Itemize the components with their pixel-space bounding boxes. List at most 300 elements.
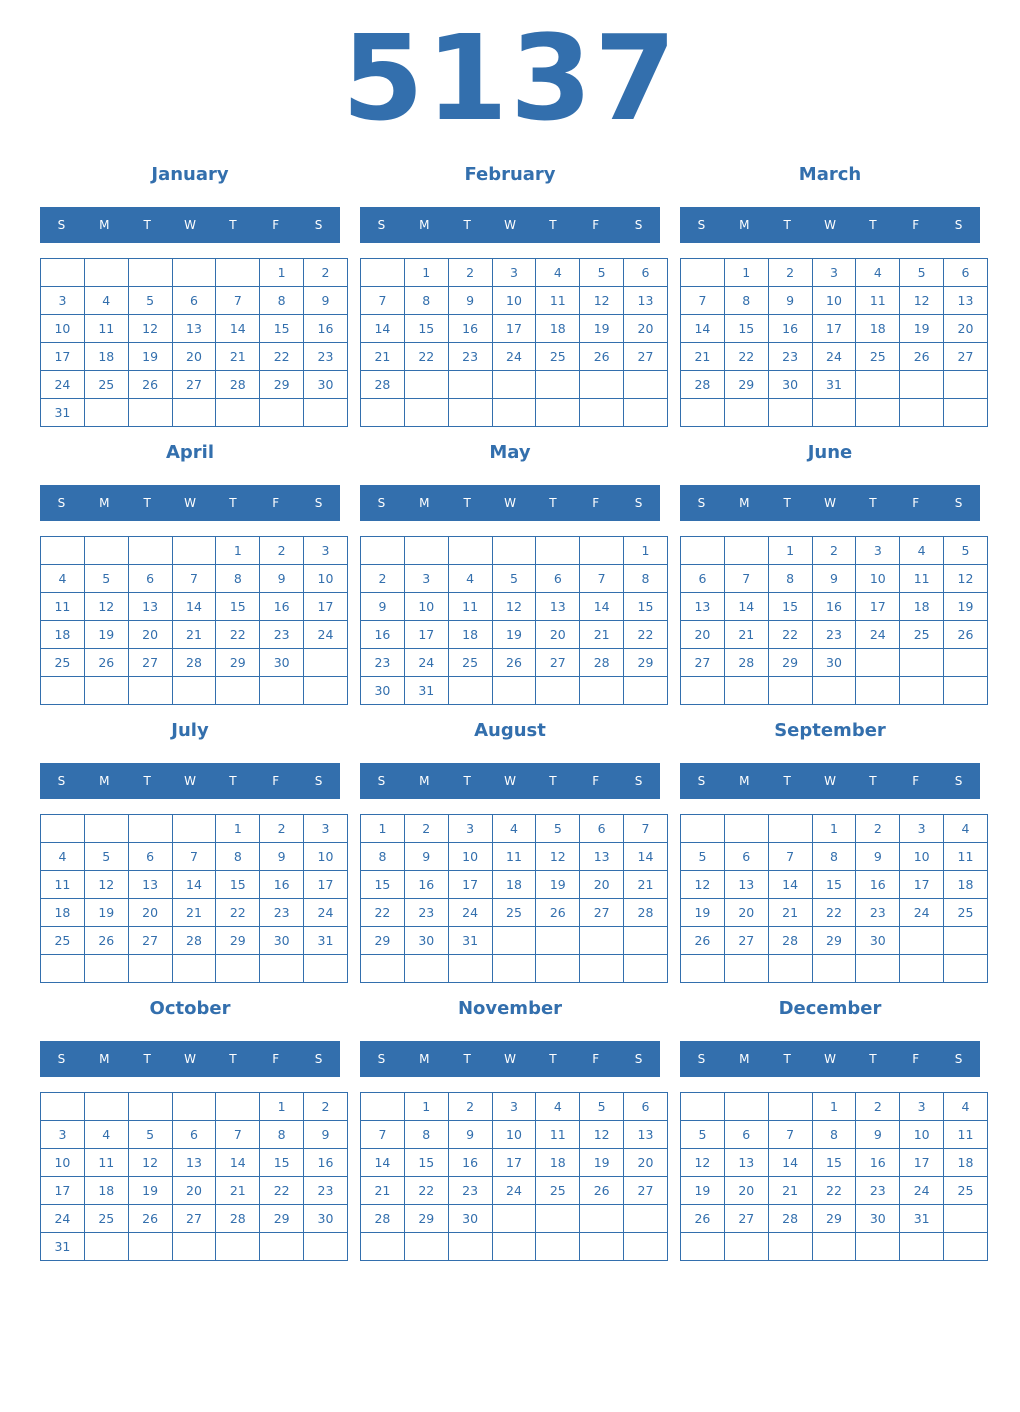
day-cell[interactable]: 7 bbox=[216, 287, 260, 315]
day-cell[interactable]: 26 bbox=[681, 927, 725, 955]
day-cell[interactable]: 7 bbox=[361, 287, 405, 315]
day-cell[interactable]: 23 bbox=[448, 1177, 492, 1205]
day-cell[interactable]: 31 bbox=[41, 1233, 85, 1261]
day-cell[interactable]: 13 bbox=[624, 287, 668, 315]
day-cell[interactable]: 27 bbox=[128, 649, 172, 677]
day-cell[interactable]: 24 bbox=[304, 621, 348, 649]
day-cell[interactable]: 11 bbox=[492, 843, 536, 871]
day-cell[interactable]: 7 bbox=[768, 843, 812, 871]
day-cell[interactable]: 6 bbox=[128, 565, 172, 593]
day-cell[interactable]: 25 bbox=[900, 621, 944, 649]
day-cell[interactable]: 7 bbox=[724, 565, 768, 593]
day-cell[interactable]: 19 bbox=[580, 315, 624, 343]
day-cell[interactable]: 20 bbox=[624, 315, 668, 343]
day-cell[interactable]: 16 bbox=[304, 315, 348, 343]
day-cell[interactable]: 1 bbox=[768, 537, 812, 565]
day-cell[interactable]: 21 bbox=[768, 899, 812, 927]
day-cell[interactable]: 31 bbox=[404, 677, 448, 705]
day-cell[interactable]: 29 bbox=[724, 371, 768, 399]
day-cell[interactable]: 18 bbox=[900, 593, 944, 621]
day-cell[interactable]: 6 bbox=[172, 287, 216, 315]
day-cell[interactable]: 5 bbox=[84, 843, 128, 871]
day-cell[interactable]: 16 bbox=[856, 871, 900, 899]
day-cell[interactable]: 24 bbox=[900, 899, 944, 927]
day-cell[interactable]: 11 bbox=[84, 1149, 128, 1177]
day-cell[interactable]: 2 bbox=[856, 1093, 900, 1121]
day-cell[interactable]: 18 bbox=[944, 1149, 988, 1177]
day-cell[interactable]: 8 bbox=[812, 843, 856, 871]
day-cell[interactable]: 24 bbox=[448, 899, 492, 927]
day-cell[interactable]: 9 bbox=[448, 1121, 492, 1149]
day-cell[interactable]: 4 bbox=[41, 565, 85, 593]
day-cell[interactable]: 16 bbox=[768, 315, 812, 343]
day-cell[interactable]: 23 bbox=[856, 1177, 900, 1205]
day-cell[interactable]: 25 bbox=[536, 343, 580, 371]
day-cell[interactable]: 19 bbox=[84, 621, 128, 649]
day-cell[interactable]: 7 bbox=[172, 565, 216, 593]
day-cell[interactable]: 25 bbox=[84, 371, 128, 399]
day-cell[interactable]: 10 bbox=[900, 1121, 944, 1149]
day-cell[interactable]: 21 bbox=[724, 621, 768, 649]
day-cell[interactable]: 23 bbox=[812, 621, 856, 649]
day-cell[interactable]: 21 bbox=[361, 343, 405, 371]
day-cell[interactable]: 1 bbox=[216, 537, 260, 565]
day-cell[interactable]: 11 bbox=[536, 287, 580, 315]
day-cell[interactable]: 1 bbox=[260, 1093, 304, 1121]
day-cell[interactable]: 30 bbox=[856, 1205, 900, 1233]
day-cell[interactable]: 22 bbox=[361, 899, 405, 927]
day-cell[interactable]: 26 bbox=[944, 621, 988, 649]
day-cell[interactable]: 9 bbox=[856, 1121, 900, 1149]
day-cell[interactable]: 19 bbox=[536, 871, 580, 899]
day-cell[interactable]: 15 bbox=[624, 593, 668, 621]
day-cell[interactable]: 10 bbox=[900, 843, 944, 871]
day-cell[interactable]: 14 bbox=[172, 593, 216, 621]
day-cell[interactable]: 13 bbox=[724, 871, 768, 899]
day-cell[interactable]: 2 bbox=[304, 1093, 348, 1121]
day-cell[interactable]: 15 bbox=[361, 871, 405, 899]
day-cell[interactable]: 27 bbox=[624, 1177, 668, 1205]
day-cell[interactable]: 11 bbox=[448, 593, 492, 621]
day-cell[interactable]: 10 bbox=[856, 565, 900, 593]
day-cell[interactable]: 14 bbox=[724, 593, 768, 621]
day-cell[interactable]: 26 bbox=[681, 1205, 725, 1233]
day-cell[interactable]: 22 bbox=[624, 621, 668, 649]
day-cell[interactable]: 4 bbox=[856, 259, 900, 287]
day-cell[interactable]: 26 bbox=[536, 899, 580, 927]
day-cell[interactable]: 25 bbox=[536, 1177, 580, 1205]
day-cell[interactable]: 10 bbox=[492, 287, 536, 315]
day-cell[interactable]: 8 bbox=[216, 565, 260, 593]
day-cell[interactable]: 29 bbox=[812, 927, 856, 955]
day-cell[interactable]: 23 bbox=[304, 1177, 348, 1205]
day-cell[interactable]: 14 bbox=[216, 1149, 260, 1177]
day-cell[interactable]: 6 bbox=[172, 1121, 216, 1149]
day-cell[interactable]: 20 bbox=[724, 1177, 768, 1205]
day-cell[interactable]: 7 bbox=[172, 843, 216, 871]
day-cell[interactable]: 27 bbox=[172, 1205, 216, 1233]
day-cell[interactable]: 12 bbox=[128, 315, 172, 343]
day-cell[interactable]: 22 bbox=[812, 899, 856, 927]
day-cell[interactable]: 3 bbox=[900, 1093, 944, 1121]
day-cell[interactable]: 26 bbox=[580, 1177, 624, 1205]
day-cell[interactable]: 26 bbox=[900, 343, 944, 371]
day-cell[interactable]: 30 bbox=[361, 677, 405, 705]
day-cell[interactable]: 25 bbox=[84, 1205, 128, 1233]
day-cell[interactable]: 18 bbox=[41, 621, 85, 649]
day-cell[interactable]: 25 bbox=[944, 899, 988, 927]
day-cell[interactable]: 15 bbox=[404, 1149, 448, 1177]
day-cell[interactable]: 24 bbox=[404, 649, 448, 677]
day-cell[interactable]: 17 bbox=[41, 343, 85, 371]
day-cell[interactable]: 30 bbox=[812, 649, 856, 677]
day-cell[interactable]: 31 bbox=[900, 1205, 944, 1233]
day-cell[interactable]: 9 bbox=[448, 287, 492, 315]
day-cell[interactable]: 8 bbox=[260, 287, 304, 315]
day-cell[interactable]: 27 bbox=[128, 927, 172, 955]
day-cell[interactable]: 10 bbox=[41, 1149, 85, 1177]
day-cell[interactable]: 23 bbox=[260, 621, 304, 649]
day-cell[interactable]: 9 bbox=[260, 565, 304, 593]
day-cell[interactable]: 14 bbox=[580, 593, 624, 621]
day-cell[interactable]: 24 bbox=[812, 343, 856, 371]
day-cell[interactable]: 16 bbox=[856, 1149, 900, 1177]
day-cell[interactable]: 25 bbox=[41, 649, 85, 677]
day-cell[interactable]: 5 bbox=[128, 287, 172, 315]
day-cell[interactable]: 18 bbox=[84, 343, 128, 371]
day-cell[interactable]: 16 bbox=[361, 621, 405, 649]
day-cell[interactable]: 15 bbox=[404, 315, 448, 343]
day-cell[interactable]: 25 bbox=[856, 343, 900, 371]
day-cell[interactable]: 27 bbox=[724, 927, 768, 955]
day-cell[interactable]: 28 bbox=[361, 1205, 405, 1233]
day-cell[interactable]: 28 bbox=[724, 649, 768, 677]
day-cell[interactable]: 22 bbox=[768, 621, 812, 649]
day-cell[interactable]: 7 bbox=[624, 815, 668, 843]
day-cell[interactable]: 17 bbox=[448, 871, 492, 899]
day-cell[interactable]: 8 bbox=[404, 287, 448, 315]
day-cell[interactable]: 7 bbox=[216, 1121, 260, 1149]
day-cell[interactable]: 29 bbox=[768, 649, 812, 677]
day-cell[interactable]: 23 bbox=[448, 343, 492, 371]
day-cell[interactable]: 13 bbox=[128, 871, 172, 899]
day-cell[interactable]: 6 bbox=[128, 843, 172, 871]
day-cell[interactable]: 11 bbox=[944, 1121, 988, 1149]
day-cell[interactable]: 20 bbox=[128, 621, 172, 649]
day-cell[interactable]: 23 bbox=[260, 899, 304, 927]
day-cell[interactable]: 13 bbox=[681, 593, 725, 621]
day-cell[interactable]: 3 bbox=[304, 537, 348, 565]
day-cell[interactable]: 14 bbox=[361, 1149, 405, 1177]
day-cell[interactable]: 17 bbox=[812, 315, 856, 343]
day-cell[interactable]: 29 bbox=[260, 371, 304, 399]
day-cell[interactable]: 18 bbox=[84, 1177, 128, 1205]
day-cell[interactable]: 22 bbox=[260, 1177, 304, 1205]
day-cell[interactable]: 31 bbox=[448, 927, 492, 955]
day-cell[interactable]: 4 bbox=[492, 815, 536, 843]
day-cell[interactable]: 3 bbox=[492, 1093, 536, 1121]
day-cell[interactable]: 2 bbox=[304, 259, 348, 287]
day-cell[interactable]: 20 bbox=[724, 899, 768, 927]
day-cell[interactable]: 1 bbox=[812, 815, 856, 843]
day-cell[interactable]: 10 bbox=[304, 565, 348, 593]
day-cell[interactable]: 18 bbox=[492, 871, 536, 899]
day-cell[interactable]: 28 bbox=[624, 899, 668, 927]
day-cell[interactable]: 28 bbox=[216, 371, 260, 399]
day-cell[interactable]: 21 bbox=[580, 621, 624, 649]
day-cell[interactable]: 13 bbox=[724, 1149, 768, 1177]
day-cell[interactable]: 18 bbox=[448, 621, 492, 649]
day-cell[interactable]: 18 bbox=[856, 315, 900, 343]
day-cell[interactable]: 1 bbox=[404, 259, 448, 287]
day-cell[interactable]: 5 bbox=[944, 537, 988, 565]
day-cell[interactable]: 22 bbox=[216, 899, 260, 927]
day-cell[interactable]: 30 bbox=[448, 1205, 492, 1233]
day-cell[interactable]: 10 bbox=[304, 843, 348, 871]
day-cell[interactable]: 4 bbox=[944, 1093, 988, 1121]
day-cell[interactable]: 8 bbox=[812, 1121, 856, 1149]
day-cell[interactable]: 14 bbox=[216, 315, 260, 343]
day-cell[interactable]: 22 bbox=[724, 343, 768, 371]
day-cell[interactable]: 13 bbox=[172, 315, 216, 343]
day-cell[interactable]: 26 bbox=[492, 649, 536, 677]
day-cell[interactable]: 7 bbox=[681, 287, 725, 315]
day-cell[interactable]: 12 bbox=[536, 843, 580, 871]
day-cell[interactable]: 21 bbox=[361, 1177, 405, 1205]
day-cell[interactable]: 18 bbox=[536, 1149, 580, 1177]
day-cell[interactable]: 11 bbox=[900, 565, 944, 593]
day-cell[interactable]: 7 bbox=[768, 1121, 812, 1149]
day-cell[interactable]: 11 bbox=[536, 1121, 580, 1149]
day-cell[interactable]: 12 bbox=[681, 871, 725, 899]
day-cell[interactable]: 22 bbox=[260, 343, 304, 371]
day-cell[interactable]: 2 bbox=[448, 1093, 492, 1121]
day-cell[interactable]: 10 bbox=[812, 287, 856, 315]
day-cell[interactable]: 31 bbox=[812, 371, 856, 399]
day-cell[interactable]: 19 bbox=[492, 621, 536, 649]
day-cell[interactable]: 21 bbox=[768, 1177, 812, 1205]
day-cell[interactable]: 27 bbox=[580, 899, 624, 927]
day-cell[interactable]: 20 bbox=[944, 315, 988, 343]
day-cell[interactable]: 16 bbox=[812, 593, 856, 621]
day-cell[interactable]: 27 bbox=[681, 649, 725, 677]
day-cell[interactable]: 4 bbox=[84, 1121, 128, 1149]
day-cell[interactable]: 30 bbox=[304, 371, 348, 399]
day-cell[interactable]: 2 bbox=[448, 259, 492, 287]
day-cell[interactable]: 9 bbox=[768, 287, 812, 315]
day-cell[interactable]: 23 bbox=[404, 899, 448, 927]
day-cell[interactable]: 28 bbox=[172, 649, 216, 677]
day-cell[interactable]: 1 bbox=[216, 815, 260, 843]
day-cell[interactable]: 23 bbox=[361, 649, 405, 677]
day-cell[interactable]: 21 bbox=[216, 1177, 260, 1205]
day-cell[interactable]: 19 bbox=[944, 593, 988, 621]
day-cell[interactable]: 6 bbox=[536, 565, 580, 593]
day-cell[interactable]: 5 bbox=[681, 843, 725, 871]
day-cell[interactable]: 28 bbox=[172, 927, 216, 955]
day-cell[interactable]: 1 bbox=[361, 815, 405, 843]
day-cell[interactable]: 8 bbox=[724, 287, 768, 315]
day-cell[interactable]: 18 bbox=[536, 315, 580, 343]
day-cell[interactable]: 10 bbox=[448, 843, 492, 871]
day-cell[interactable]: 15 bbox=[812, 871, 856, 899]
day-cell[interactable]: 9 bbox=[304, 1121, 348, 1149]
day-cell[interactable]: 17 bbox=[404, 621, 448, 649]
day-cell[interactable]: 22 bbox=[404, 1177, 448, 1205]
day-cell[interactable]: 5 bbox=[580, 1093, 624, 1121]
day-cell[interactable]: 20 bbox=[128, 899, 172, 927]
day-cell[interactable]: 15 bbox=[216, 871, 260, 899]
day-cell[interactable]: 5 bbox=[492, 565, 536, 593]
day-cell[interactable]: 8 bbox=[260, 1121, 304, 1149]
day-cell[interactable]: 31 bbox=[304, 927, 348, 955]
day-cell[interactable]: 29 bbox=[624, 649, 668, 677]
day-cell[interactable]: 19 bbox=[681, 899, 725, 927]
day-cell[interactable]: 8 bbox=[768, 565, 812, 593]
day-cell[interactable]: 19 bbox=[84, 899, 128, 927]
day-cell[interactable]: 29 bbox=[361, 927, 405, 955]
day-cell[interactable]: 12 bbox=[580, 1121, 624, 1149]
day-cell[interactable]: 19 bbox=[580, 1149, 624, 1177]
day-cell[interactable]: 6 bbox=[724, 1121, 768, 1149]
day-cell[interactable]: 16 bbox=[448, 315, 492, 343]
day-cell[interactable]: 30 bbox=[260, 649, 304, 677]
day-cell[interactable]: 5 bbox=[536, 815, 580, 843]
day-cell[interactable]: 28 bbox=[361, 371, 405, 399]
day-cell[interactable]: 12 bbox=[681, 1149, 725, 1177]
day-cell[interactable]: 27 bbox=[724, 1205, 768, 1233]
day-cell[interactable]: 15 bbox=[260, 315, 304, 343]
day-cell[interactable]: 24 bbox=[492, 343, 536, 371]
day-cell[interactable]: 27 bbox=[172, 371, 216, 399]
day-cell[interactable]: 3 bbox=[41, 1121, 85, 1149]
day-cell[interactable]: 12 bbox=[944, 565, 988, 593]
day-cell[interactable]: 4 bbox=[41, 843, 85, 871]
day-cell[interactable]: 3 bbox=[404, 565, 448, 593]
day-cell[interactable]: 15 bbox=[216, 593, 260, 621]
day-cell[interactable]: 17 bbox=[900, 871, 944, 899]
day-cell[interactable]: 6 bbox=[624, 1093, 668, 1121]
day-cell[interactable]: 3 bbox=[812, 259, 856, 287]
day-cell[interactable]: 30 bbox=[260, 927, 304, 955]
day-cell[interactable]: 16 bbox=[404, 871, 448, 899]
day-cell[interactable]: 6 bbox=[681, 565, 725, 593]
day-cell[interactable]: 14 bbox=[172, 871, 216, 899]
day-cell[interactable]: 5 bbox=[580, 259, 624, 287]
day-cell[interactable]: 29 bbox=[260, 1205, 304, 1233]
day-cell[interactable]: 11 bbox=[41, 871, 85, 899]
day-cell[interactable]: 14 bbox=[768, 871, 812, 899]
day-cell[interactable]: 13 bbox=[536, 593, 580, 621]
day-cell[interactable]: 1 bbox=[812, 1093, 856, 1121]
day-cell[interactable]: 23 bbox=[768, 343, 812, 371]
day-cell[interactable]: 5 bbox=[681, 1121, 725, 1149]
day-cell[interactable]: 27 bbox=[536, 649, 580, 677]
day-cell[interactable]: 12 bbox=[580, 287, 624, 315]
day-cell[interactable]: 27 bbox=[624, 343, 668, 371]
day-cell[interactable]: 29 bbox=[404, 1205, 448, 1233]
day-cell[interactable]: 12 bbox=[900, 287, 944, 315]
day-cell[interactable]: 17 bbox=[304, 871, 348, 899]
day-cell[interactable]: 2 bbox=[404, 815, 448, 843]
day-cell[interactable]: 20 bbox=[172, 1177, 216, 1205]
day-cell[interactable]: 25 bbox=[41, 927, 85, 955]
day-cell[interactable]: 20 bbox=[172, 343, 216, 371]
day-cell[interactable]: 16 bbox=[448, 1149, 492, 1177]
day-cell[interactable]: 9 bbox=[361, 593, 405, 621]
day-cell[interactable]: 19 bbox=[128, 343, 172, 371]
day-cell[interactable]: 1 bbox=[724, 259, 768, 287]
day-cell[interactable]: 18 bbox=[944, 871, 988, 899]
day-cell[interactable]: 4 bbox=[84, 287, 128, 315]
day-cell[interactable]: 4 bbox=[944, 815, 988, 843]
day-cell[interactable]: 17 bbox=[41, 1177, 85, 1205]
day-cell[interactable]: 3 bbox=[41, 287, 85, 315]
day-cell[interactable]: 10 bbox=[492, 1121, 536, 1149]
day-cell[interactable]: 30 bbox=[404, 927, 448, 955]
day-cell[interactable]: 4 bbox=[536, 1093, 580, 1121]
day-cell[interactable]: 12 bbox=[84, 593, 128, 621]
day-cell[interactable]: 30 bbox=[304, 1205, 348, 1233]
day-cell[interactable]: 2 bbox=[260, 537, 304, 565]
day-cell[interactable]: 13 bbox=[944, 287, 988, 315]
day-cell[interactable]: 29 bbox=[216, 927, 260, 955]
day-cell[interactable]: 17 bbox=[856, 593, 900, 621]
day-cell[interactable]: 14 bbox=[768, 1149, 812, 1177]
day-cell[interactable]: 9 bbox=[856, 843, 900, 871]
day-cell[interactable]: 15 bbox=[724, 315, 768, 343]
day-cell[interactable]: 13 bbox=[128, 593, 172, 621]
day-cell[interactable]: 8 bbox=[624, 565, 668, 593]
day-cell[interactable]: 21 bbox=[681, 343, 725, 371]
day-cell[interactable]: 28 bbox=[768, 927, 812, 955]
day-cell[interactable]: 3 bbox=[492, 259, 536, 287]
day-cell[interactable]: 3 bbox=[304, 815, 348, 843]
day-cell[interactable]: 24 bbox=[856, 621, 900, 649]
day-cell[interactable]: 28 bbox=[681, 371, 725, 399]
day-cell[interactable]: 22 bbox=[404, 343, 448, 371]
day-cell[interactable]: 21 bbox=[216, 343, 260, 371]
day-cell[interactable]: 14 bbox=[681, 315, 725, 343]
day-cell[interactable]: 11 bbox=[944, 843, 988, 871]
day-cell[interactable]: 2 bbox=[260, 815, 304, 843]
day-cell[interactable]: 25 bbox=[492, 899, 536, 927]
day-cell[interactable]: 6 bbox=[624, 259, 668, 287]
day-cell[interactable]: 2 bbox=[856, 815, 900, 843]
day-cell[interactable]: 9 bbox=[260, 843, 304, 871]
day-cell[interactable]: 5 bbox=[900, 259, 944, 287]
day-cell[interactable]: 3 bbox=[448, 815, 492, 843]
day-cell[interactable]: 1 bbox=[260, 259, 304, 287]
day-cell[interactable]: 17 bbox=[304, 593, 348, 621]
day-cell[interactable]: 13 bbox=[580, 843, 624, 871]
day-cell[interactable]: 10 bbox=[404, 593, 448, 621]
day-cell[interactable]: 10 bbox=[41, 315, 85, 343]
day-cell[interactable]: 4 bbox=[536, 259, 580, 287]
day-cell[interactable]: 20 bbox=[681, 621, 725, 649]
day-cell[interactable]: 15 bbox=[812, 1149, 856, 1177]
day-cell[interactable]: 17 bbox=[492, 1149, 536, 1177]
day-cell[interactable]: 18 bbox=[41, 899, 85, 927]
day-cell[interactable]: 24 bbox=[41, 371, 85, 399]
day-cell[interactable]: 4 bbox=[900, 537, 944, 565]
day-cell[interactable]: 27 bbox=[944, 343, 988, 371]
day-cell[interactable]: 20 bbox=[536, 621, 580, 649]
day-cell[interactable]: 22 bbox=[216, 621, 260, 649]
day-cell[interactable]: 30 bbox=[768, 371, 812, 399]
day-cell[interactable]: 29 bbox=[216, 649, 260, 677]
day-cell[interactable]: 8 bbox=[404, 1121, 448, 1149]
